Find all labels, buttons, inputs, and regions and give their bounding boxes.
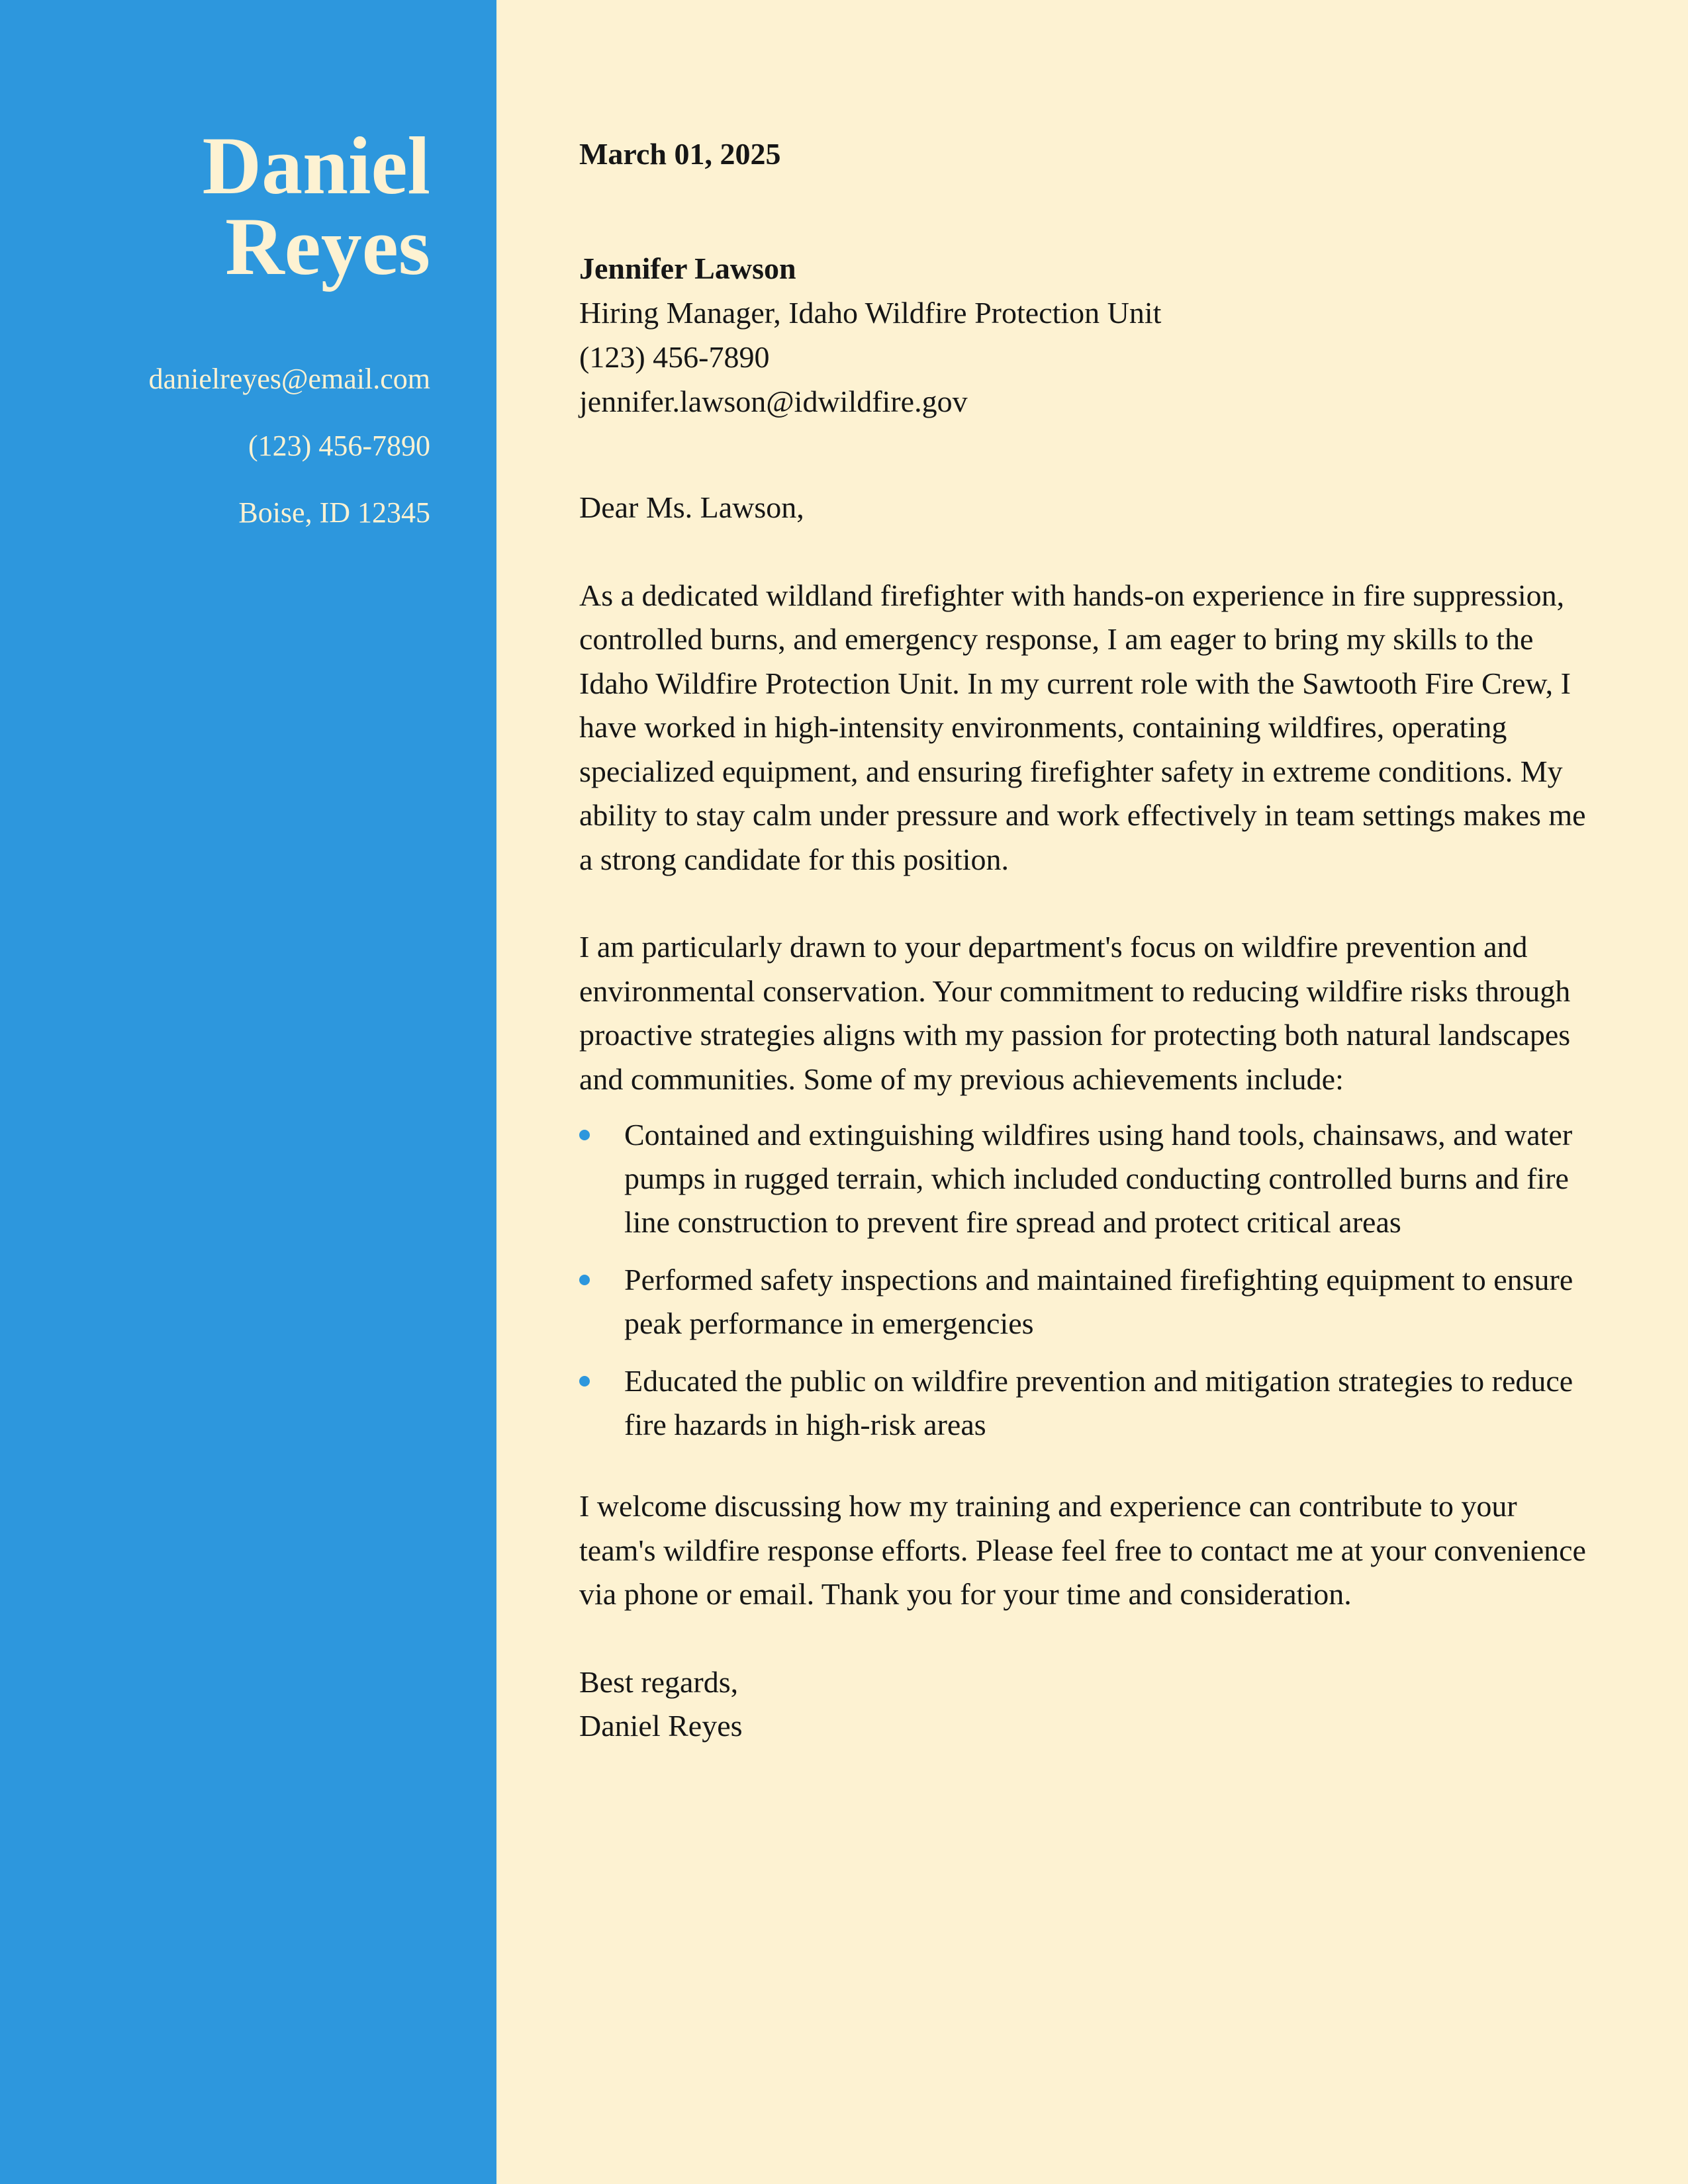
sender-phone: (123) 456-7890 <box>248 430 430 462</box>
achievement-text: Performed safety inspections and maintained firefighting equipment to ensure peak performance in emergencies <box>624 1263 1573 1340</box>
sender-location: Boise, ID 12345 <box>238 496 430 529</box>
recipient-block <box>579 246 1161 424</box>
bullet-dot-icon <box>579 1275 590 1285</box>
achievement-text: Contained and extinguishing wildfires using hand tools, chainsaws, and water pumps in rugged terrain, which included conducting controlled burns and fire line construction to prevent fire spread and protect critical areas <box>624 1118 1573 1239</box>
sender-name <box>33 120 430 292</box>
recipient-email: jennifer.lawson@idwildfire.gov <box>579 385 968 418</box>
sidebar <box>0 0 496 2184</box>
achievements-list <box>579 1113 1599 1447</box>
sender-email: danielreyes@email.com <box>148 363 430 395</box>
paragraph-interest: I am particularly drawn to your department's focus on wildfire prevention and environmental conservation. Your commitment to reducing wildfire risks through proactive strategies aligns with my passion for protecting both natural landscapes and communities. Some of my previous achievements include: <box>579 930 1571 1096</box>
signature-name: Daniel Reyes <box>579 1708 743 1743</box>
letter-content <box>579 486 1599 1748</box>
sender-contact <box>20 363 430 563</box>
salutation: Dear Ms. Lawson, <box>579 490 804 524</box>
achievement-text: Educated the public on wildfire prevention and mitigation strategies to reduce fire hazards in high-risk areas <box>624 1364 1573 1441</box>
sign-off: Best regards, <box>579 1664 739 1699</box>
list-item <box>579 1258 1599 1345</box>
paragraph-intro: As a dedicated wildland firefighter with hands-on experience in fire suppression, controlled burns, and emergency response, I am eager to bring my skills to the Idaho Wildfire Protection Unit. In my current role with the Sawtooth Fire Crew, I have worked in high-intensity environments, containing wildfires, operating specialized equipment, and ensuring firefighter safety in extreme conditions. My ability to stay calm under pressure and work effectively in team settings makes me a strong candidate for this position. <box>579 578 1586 876</box>
recipient-phone: (123) 456-7890 <box>579 340 770 374</box>
list-item <box>579 1359 1599 1447</box>
sender-last-name: Reyes <box>225 201 430 292</box>
letter-date: March 01, 2025 <box>579 137 781 171</box>
paragraph-closing: I welcome discussing how my training and experience can contribute to your team's wildfire response efforts. Please feel free to contact me at your convenience via phone or email. Thank you for your time and consideration. <box>579 1489 1586 1611</box>
sender-first-name: Daniel <box>202 120 430 211</box>
bullet-dot-icon <box>579 1130 590 1140</box>
recipient-name: Jennifer Lawson <box>579 251 796 285</box>
bullet-dot-icon <box>579 1376 590 1387</box>
sign-off-block <box>579 1661 1599 1748</box>
list-item <box>579 1113 1599 1244</box>
recipient-title: Hiring Manager, Idaho Wildfire Protection Unit <box>579 296 1162 330</box>
